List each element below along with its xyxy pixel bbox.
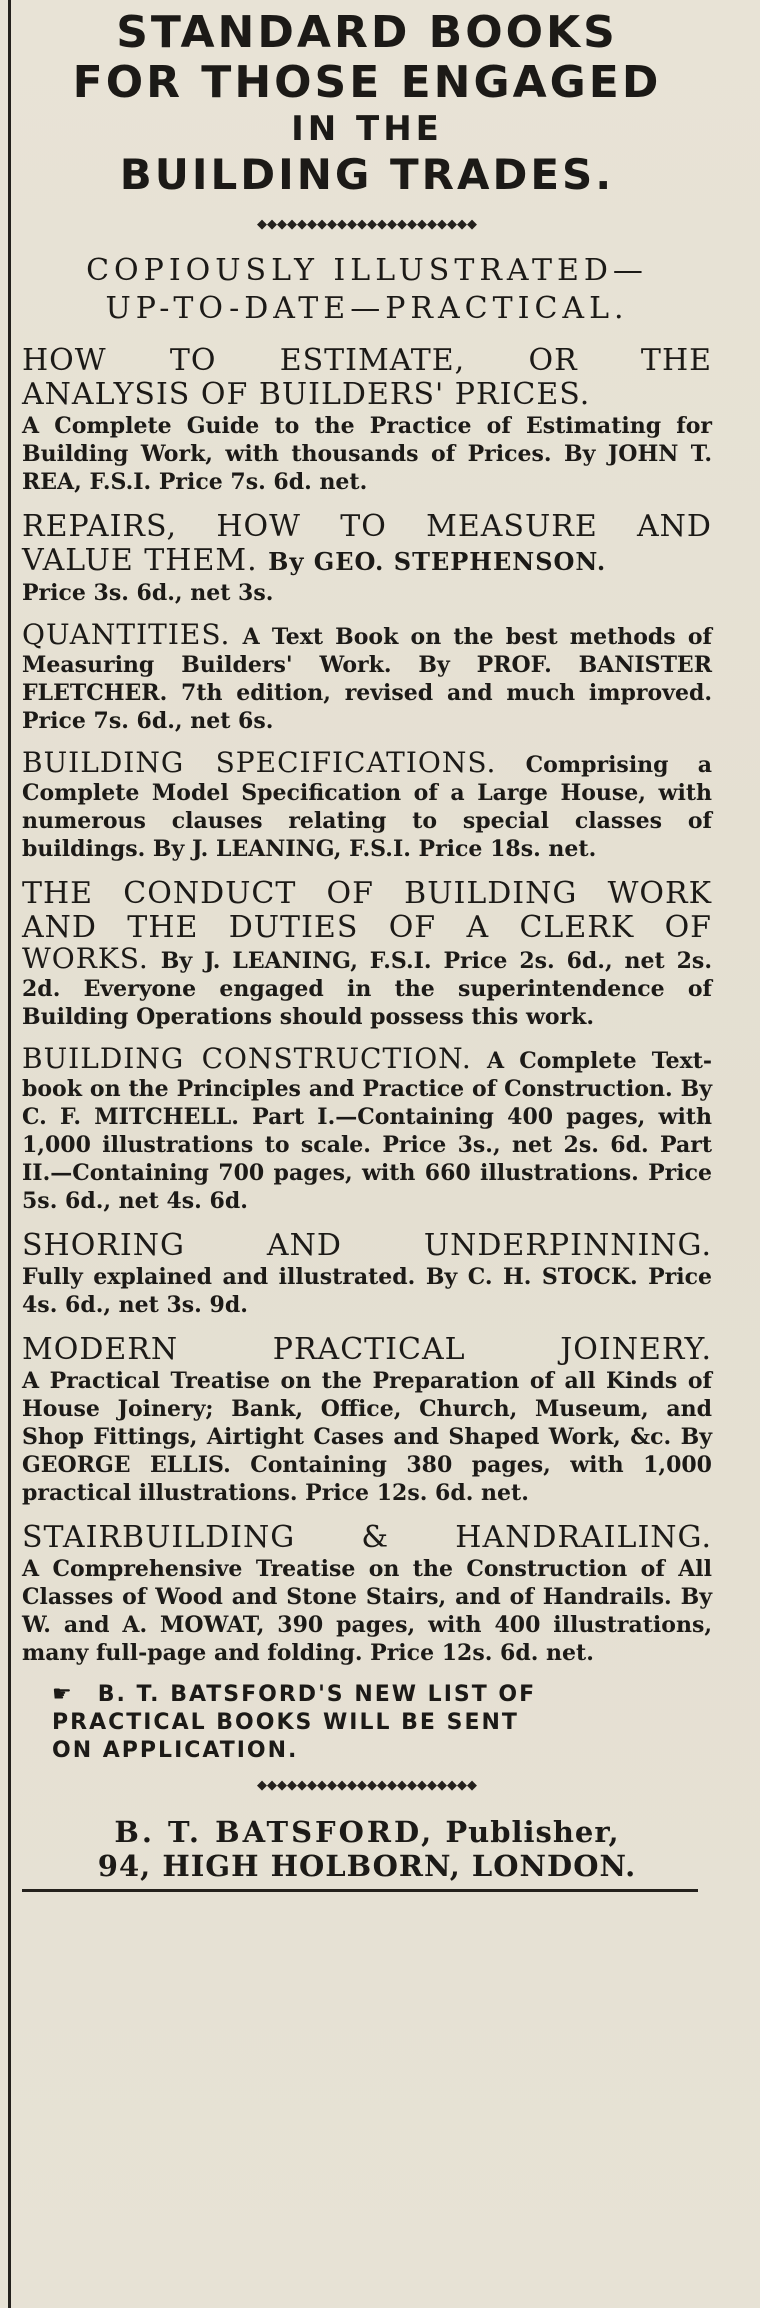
book-entry-estimate [22, 344, 712, 496]
book-entry-conduct-of-building-work [22, 877, 712, 1031]
header-line-3: IN THE [291, 109, 443, 149]
book-author-inline: By GEO. STEPHENSON. [268, 547, 607, 576]
publisher-name: B. T. BATSFORD, [114, 1815, 435, 1849]
book-title: STAIRBUILDING & HANDRAILING. [22, 1520, 712, 1555]
book-description: Comprising a Complete Model Specification of a Large House, with numerous clauses relating to special classes of buildings. By J. LEANING, F.S.I. Price 18s. net. [22, 752, 712, 862]
book-title-fragment: WORKS. [22, 942, 149, 975]
header-line-4: BUILDING TRADES. [119, 150, 615, 199]
tagline [22, 252, 712, 328]
book-title: MODERN PRACTICAL JOINERY. [22, 1332, 712, 1367]
ornament-divider-top: ◆◆◆◆◆◆◆◆◆◆◆◆◆◆◆◆◆◆◆◆◆◆ [257, 217, 477, 232]
book-entry-specifications [22, 746, 712, 863]
pointing-hand-icon: ☛ [52, 1682, 74, 1707]
book-description: A Comprehensive Treatise on the Construction of All Classes of Wood and Stone Stairs, and of Handrails. By W. and A. MOWAT, 390 pages, with 400 illustrations, many full-page and folding. Price 12s. 6d. net. [22, 1556, 712, 1666]
book-title-fragment: VALUE THEM. [22, 543, 258, 578]
tagline-line-1: COPIOUSLY ILLUSTRATED— [86, 253, 648, 288]
book-paragraph [22, 746, 712, 863]
book-title-line: HOW TO ESTIMATE, OR THE [22, 343, 712, 378]
book-entry-stairbuilding [22, 1521, 712, 1667]
book-description: A Complete Text-book on the Principles and Practice of Construction. By C. F. MITCHELL. Part I.—Containing 400 pages, with 1,000 illustrations to scale. Price 3s., net 2s. 6d. Part II.—Containing 700 pages, with 660 illustrations. Price 5s. 6d., net 4s. 6d. [22, 1048, 712, 1214]
book-paragraph [22, 942, 712, 1031]
book-description: A Text Book on the best methods of Measuring Builders' Work. By PROF. BANISTER FLETCHER. 7th edition, revised and much improved. Price 7s. 6d., net 6s. [22, 624, 712, 734]
tagline-line-2: UP-TO-DATE—PRACTICAL. [105, 291, 629, 326]
book-description: A Complete Guide to the Practice of Estimating for Building Work, with thousands of Prices. By JOHN T. REA, F.S.I. Price 7s. 6d. net. [22, 413, 712, 495]
book-entry-shoring [22, 1229, 712, 1319]
book-entry-joinery [22, 1333, 712, 1507]
book-title-line: REPAIRS, HOW TO MEASURE AND [22, 509, 712, 544]
notice-text: B. T. BATSFORD'S NEW LIST OF [97, 1682, 537, 1707]
book-entry-building-construction [22, 1042, 712, 1215]
book-title: BUILDING CONSTRUCTION. [22, 1042, 472, 1075]
book-description: By J. LEANING, F.S.I. Price 2s. 6d., net 2s. 2d. Everyone engaged in the superintendence of Building Operations should possess this work. [22, 948, 712, 1030]
book-entry-quantities [22, 618, 712, 735]
left-border-rule [8, 0, 11, 2308]
book-title: SHORING AND UNDERPINNING. [22, 1228, 712, 1263]
publisher-name-line [22, 1815, 712, 1849]
book-title-line: ANALYSIS OF BUILDERS' PRICES. [22, 377, 591, 412]
header-line-1: STANDARD BOOKS [116, 7, 618, 58]
book-title: QUANTITIES. [22, 618, 231, 651]
book-entry-repairs [22, 510, 712, 607]
ornament-divider-bottom: ◆◆◆◆◆◆◆◆◆◆◆◆◆◆◆◆◆◆◆◆◆◆ [257, 1778, 477, 1793]
notice-line [52, 1681, 712, 1709]
book-paragraph [22, 618, 712, 735]
book-description: Fully explained and illustrated. By C. H. STOCK. Price 4s. 6d., net 3s. 9d. [22, 1264, 712, 1318]
header [22, 8, 712, 200]
advertisement-content [22, 8, 712, 1892]
notice-line: PRACTICAL BOOKS WILL BE SENT [52, 1710, 519, 1735]
book-paragraph [22, 1042, 712, 1215]
publisher-block [22, 1815, 712, 1892]
book-title-line: THE CONDUCT OF BUILDING WORK [22, 876, 712, 911]
book-description: A Practical Treatise on the Preparation of all Kinds of House Joinery; Bank, Office, Church, Museum, and Shop Fittings, Airtight Cases and Shaped Work, &c. By GEORGE ELLIS. Containing 380 pages, with 1,000 practical illustrations. Price 12s. 6d. net. [22, 1368, 712, 1506]
header-line-2: FOR THOSE ENGAGED [72, 57, 662, 108]
book-title-line-with-author [22, 544, 712, 579]
book-title: BUILDING SPECIFICATIONS. [22, 746, 497, 779]
book-title-line: AND THE DUTIES OF A CLERK OF [22, 910, 712, 945]
publisher-role: Publisher, [445, 1815, 620, 1849]
notice-line: ON APPLICATION. [52, 1738, 299, 1763]
bottom-border-rule [22, 1889, 698, 1892]
new-list-notice [22, 1681, 712, 1765]
publisher-address: 94, HIGH HOLBORN, LONDON. [97, 1849, 637, 1883]
book-description: Price 3s. 6d., net 3s. [22, 580, 274, 606]
